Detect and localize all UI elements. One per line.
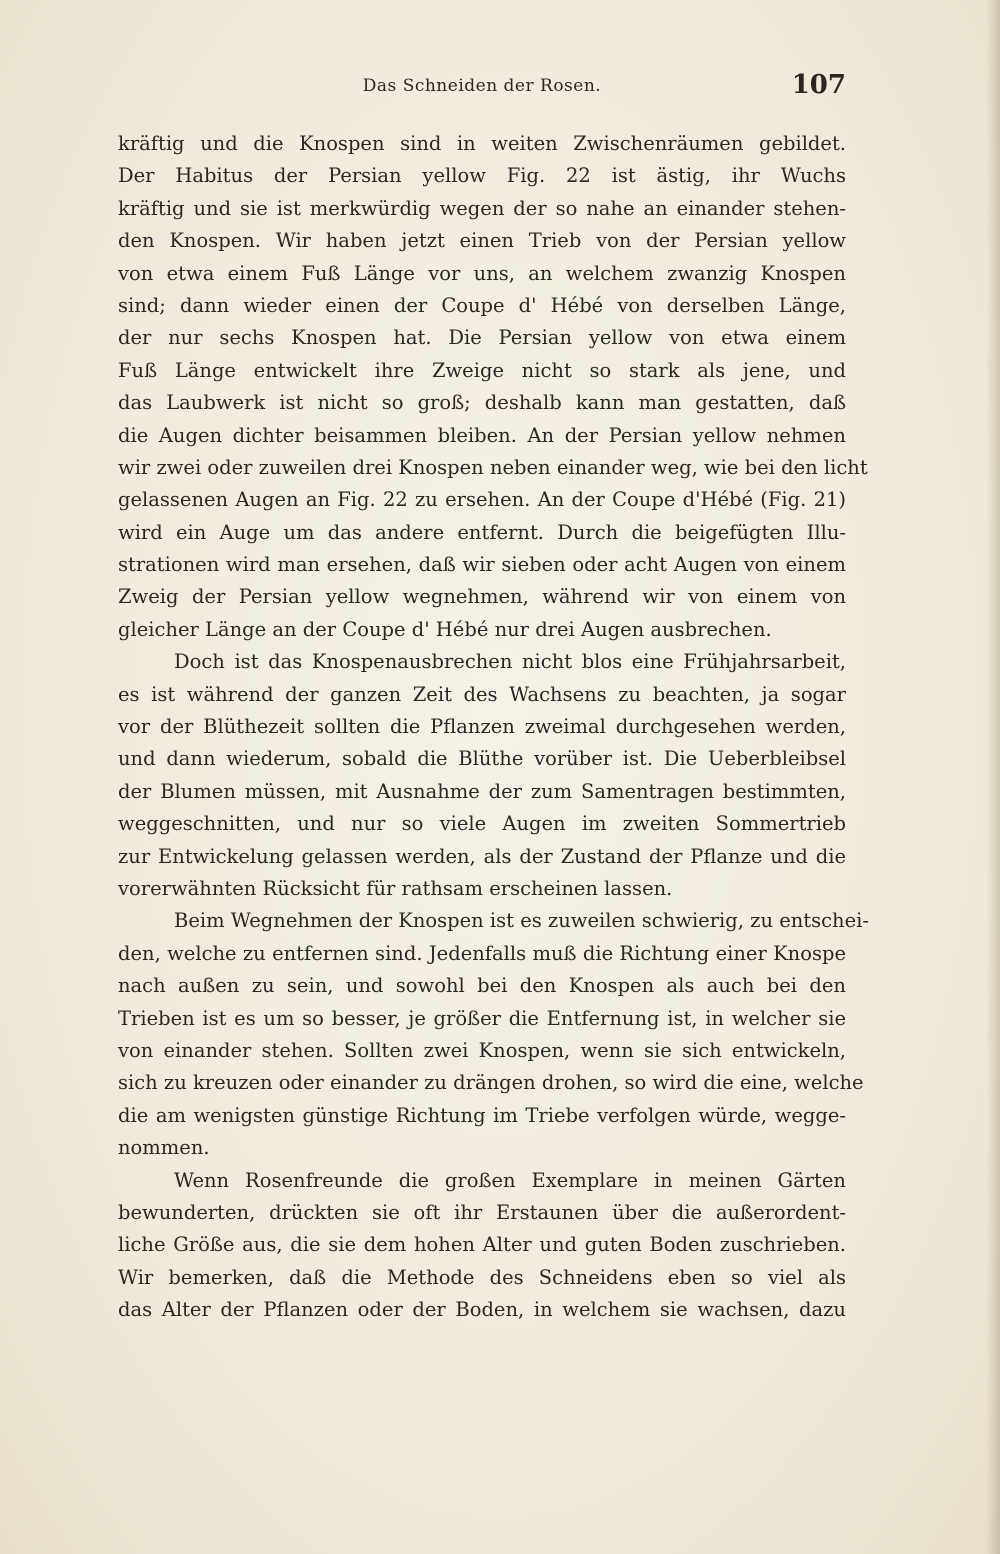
- text-line: den Knospen. Wir haben jetzt einen Trieb von der Persian yellow: [118, 229, 846, 253]
- text-line: Doch ist das Knospenausbrechen nicht blos eine Frühjahrsarbeit,: [174, 650, 846, 674]
- text-line: sind; dann wieder einen der Coupe d' Hébé von derselben Länge,: [118, 293, 846, 317]
- page-edge-shadow: [986, 0, 1000, 1554]
- text-line: vorerwähnten Rücksicht für rathsam erscheinen lassen.: [118, 876, 673, 900]
- text-line: Wir bemerken, daß die Methode des Schneidens eben so viel als: [118, 1265, 846, 1289]
- text-line: das Laubwerk ist nicht so groß; deshalb kann man gestatten, daß: [118, 391, 846, 415]
- text-line: gleicher Länge an der Coupe d' Hébé nur drei Augen ausbrechen.: [118, 617, 772, 641]
- page-header: [118, 70, 846, 110]
- text-line: liche Größe aus, die sie dem hohen Alter und guten Boden zuschrieben.: [118, 1233, 846, 1257]
- text-line: strationen wird man ersehen, daß wir sieben oder acht Augen von einem: [118, 553, 846, 577]
- text-line: kräftig und sie ist merkwürdig wegen der so nahe an einander stehen-: [118, 196, 846, 220]
- text-line: gelassenen Augen an Fig. 22 zu ersehen. An der Coupe d'Hébé (Fig. 21): [118, 488, 846, 512]
- paragraph: [118, 1165, 846, 1327]
- text-line: und dann wiederum, sobald die Blüthe vorüber ist. Die Ueberbleibsel: [118, 747, 846, 771]
- page-number: 107: [791, 70, 846, 100]
- text-line: zur Entwickelung gelassen werden, als der Zustand der Pflanze und die: [118, 844, 846, 868]
- running-head: Das Schneiden der Rosen.: [362, 76, 602, 96]
- body-text: [118, 128, 869, 1326]
- text-line: der Blumen müssen, mit Ausnahme der zum Samentragen bestimmten,: [118, 779, 846, 803]
- text-line: der nur sechs Knospen hat. Die Persian yellow von etwa einem: [118, 326, 846, 350]
- text-line: die am wenigsten günstige Richtung im Triebe verfolgen würde, wegge-: [118, 1103, 846, 1127]
- text-line: es ist während der ganzen Zeit des Wachsens zu beachten, ja sogar: [118, 682, 846, 706]
- paragraph: [118, 646, 846, 905]
- text-line: vor der Blüthezeit sollten die Pflanzen zweimal durchgesehen werden,: [118, 715, 846, 739]
- text-line: von einander stehen. Sollten zwei Knospen, wenn sie sich entwickeln,: [118, 1038, 846, 1062]
- text-line: Der Habitus der Persian yellow Fig. 22 ist ästig, ihr Wuchs: [118, 164, 846, 188]
- text-line: kräftig und die Knospen sind in weiten Zwischenräumen gebildet.: [118, 132, 846, 155]
- paragraph: [118, 905, 869, 1164]
- text-line: die Augen dichter beisammen bleiben. An der Persian yellow nehmen: [118, 423, 846, 447]
- text-line: Trieben ist es um so besser, je größer die Entfernung ist, in welcher sie: [118, 1006, 846, 1030]
- text-line: nach außen zu sein, und sowohl bei den Knospen als auch bei den: [118, 974, 846, 998]
- text-line: von etwa einem Fuß Länge vor uns, an welchem zwanzig Knospen: [118, 261, 846, 285]
- text-line: wird ein Auge um das andere entfernt. Durch die beigefügten Illu-: [118, 520, 846, 544]
- text-line: Wenn Rosenfreunde die großen Exemplare in meinen Gärten: [174, 1168, 846, 1192]
- text-line: sich zu kreuzen oder einander zu drängen drohen, so wird die eine, welche: [118, 1071, 864, 1095]
- text-line: den, welche zu entfernen sind. Jedenfalls muß die Richtung einer Knospe: [118, 941, 846, 965]
- paragraph: [118, 128, 868, 646]
- text-line: Fuß Länge entwickelt ihre Zweige nicht so stark als jene, und: [118, 358, 846, 382]
- text-line: wir zwei oder zuweilen drei Knospen neben einander weg, wie bei den licht: [118, 455, 868, 479]
- text-line: bewunderten, drückten sie oft ihr Erstaunen über die außerordent-: [118, 1200, 846, 1224]
- text-line: weggeschnitten, und nur so viele Augen im zweiten Sommertrieb: [118, 812, 846, 836]
- text-line: nommen.: [118, 1136, 210, 1160]
- text-line: Zweig der Persian yellow wegnehmen, während wir von einem von: [118, 585, 846, 609]
- text-line: das Alter der Pflanzen oder der Boden, in welchem sie wachsen, dazu: [118, 1298, 846, 1322]
- text-line: Beim Wegnehmen der Knospen ist es zuweilen schwierig, zu entschei-: [174, 909, 869, 933]
